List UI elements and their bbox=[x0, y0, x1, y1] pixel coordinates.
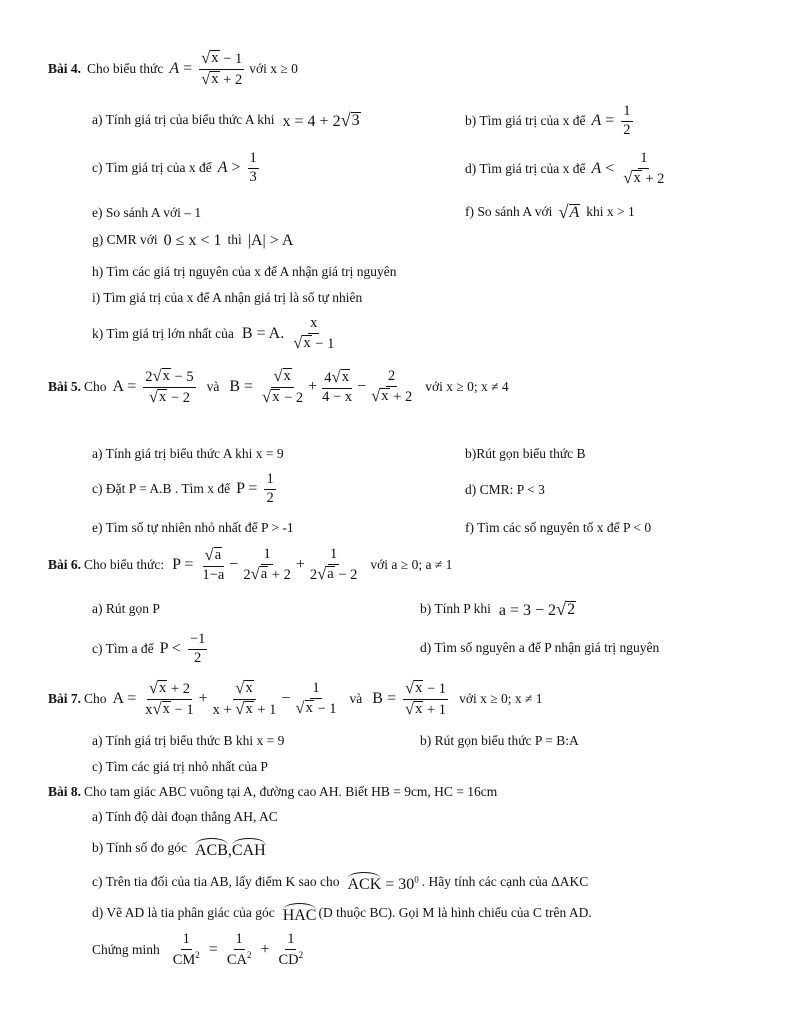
bai4-c-expr: A > $\frac{1}{3}$ bbox=[217, 150, 257, 185]
bai6-c-expr: P < $\frac{-1}{2}$ bbox=[159, 631, 206, 666]
bai8-c-angle: ACK = $30^0$ bbox=[347, 872, 418, 894]
bai5-c-expr: P = $\frac{1}{2}$ bbox=[236, 471, 274, 506]
bai8-b: b) Tính số đo góc ACB,CAH bbox=[92, 838, 266, 860]
bai7-a: a) Tính giá trị biểu thức B khi x = 9 bbox=[92, 733, 285, 748]
bai7-formula-B: B = √ x − 1 √ x + 1 bbox=[372, 678, 447, 718]
bai6-statement bbox=[48, 547, 452, 584]
bai4-condition: với x ≥ 0 bbox=[249, 61, 298, 77]
bai8-proof: Chứng minh $\frac{1}{CM^2}$ = $\frac{1}{CA^2}$ + $\frac{1}{CD^2}$ bbox=[92, 932, 308, 969]
bai4-h: h) Tìm các giá trị nguyên của x để A nhận giá trị nguyên bbox=[92, 264, 397, 279]
bai4-f-expr: √ A bbox=[558, 202, 580, 222]
bai4-k-expr: B = A. x √ x − 1 bbox=[241, 315, 335, 352]
bai6-d: d) Tìm số nguyên a để P nhận giá trị nguyên bbox=[420, 640, 660, 655]
bai4-i: i) Tìm giá trị của x để A nhận giá trị là số tự nhiên bbox=[92, 290, 363, 305]
bai8-d-angle: HAC bbox=[283, 903, 317, 925]
bai6-label: Bài 6. bbox=[48, 557, 82, 573]
bai5-intro: Cho bbox=[84, 379, 107, 395]
bai8-proof-expr: $\frac{1}{CM^2}$ = $\frac{1}{CA^2}$ + $\frac{1}{CD^2}$ bbox=[172, 931, 304, 968]
bai5-b: b)Rút gọn biểu thức B bbox=[465, 446, 586, 461]
bai4-statement bbox=[48, 50, 298, 89]
bai4-c: c) Tìm giá trị của x để A > $\frac{1}{3}$ bbox=[92, 151, 262, 186]
bai7-b: b) Rút gọn biểu thức P = B:A bbox=[420, 733, 579, 748]
bai4-a-expr: x = 4 + 2 √ 3 bbox=[282, 110, 360, 130]
bai7-condition: với x ≥ 0; x ≠ 1 bbox=[459, 691, 543, 707]
bai8-statement bbox=[48, 785, 497, 800]
bai6-b: b) Tính P khi a = 3 − 2 √ 2 bbox=[420, 599, 576, 619]
bai7-statement: Bài 7. Cho A = √ x + 2 x √ x − 1 + √ x x + √ x + 1 − 1 √ x − 1 và B = √ x − 1 √ x + 1 với x ≥ 0; x ≠ 1 bbox=[48, 678, 543, 718]
bai5-d: d) CMR: P < 3 bbox=[465, 482, 545, 497]
bai6-formula-P: P = √ a 1−a − 1 2 √ a + 2 + 1 2 √ a − 2 bbox=[172, 545, 358, 583]
bai5-statement: Bài 5. Cho A = 2 √ x − 5 √ x − 2 và B = √ x √ x − 2 + 4 √ x 4 − x − 2 √ x + 2 với x ≥ 0; x ≠ 4 bbox=[48, 366, 509, 406]
bai5-formula-A: A = 2 √ x − 5 √ x − 2 bbox=[112, 366, 194, 406]
bai6-a: a) Rút gọn P bbox=[92, 601, 160, 616]
bai4-d-expr: A < 1 √ x + 2 bbox=[591, 150, 665, 187]
bai7-formula-A: A = √ x + 2 x √ x − 1 + √ x x + √ x + 1 − 1 √ x − 1 bbox=[112, 678, 337, 718]
bai7-c: c) Tìm các giá trị nhỏ nhất của P bbox=[92, 759, 268, 774]
bai6-b-expr: a = 3 − 2 √ 2 bbox=[498, 599, 576, 619]
bai8-a: a) Tính độ dài đoạn thẳng AH, AC bbox=[92, 809, 278, 824]
bai4-k: k) Tìm giá trị lớn nhất của B = A. x √ x − 1 bbox=[92, 316, 339, 353]
bai8-d: d) Vẽ AD là tia phân giác của góc HAC (D thuộc BC). Gọi M là hình chiếu của C trên AD. bbox=[92, 903, 592, 925]
bai6-c: c) Tìm a để P < $\frac{-1}{2}$ bbox=[92, 632, 210, 667]
bai8-label: Bài 8. bbox=[48, 784, 82, 799]
bai8-c: c) Trên tia đối của tia AB, lấy điểm K sao cho ACK = $30^0$ . Hãy tính các cạnh của ΔAKC bbox=[92, 872, 588, 894]
bai8-b-angles: ACB,CAH bbox=[195, 838, 266, 860]
bai6-condition: với a ≥ 0; a ≠ 1 bbox=[370, 557, 453, 573]
bai4-g: g) CMR với 0 ≤ x < 1 thì |A| > A bbox=[92, 232, 294, 249]
bai4-intro: Cho biểu thức bbox=[87, 61, 164, 77]
bai7-label: Bài 7. bbox=[48, 691, 82, 707]
bai4-d: d) Tìm giá trị của x để A < 1 √ x + 2 bbox=[465, 151, 669, 188]
bai5-condition: với x ≥ 0; x ≠ 4 bbox=[425, 379, 509, 395]
bai8-intro: Cho tam giác ABC vuông tại A, đường cao AH. Biết HB = 9cm, HC = 16cm bbox=[84, 784, 498, 799]
bai4-e: e) So sánh A với – 1 bbox=[92, 205, 202, 220]
bai4-formula-A: A = √ x − 1 √ x + 2 bbox=[169, 48, 243, 88]
bai6-intro: Cho biểu thức: bbox=[84, 557, 165, 573]
bai5-formula-B: B = √ x √ x − 2 + 4 √ x 4 − x − 2 √ x + 2 bbox=[229, 366, 413, 406]
bai5-e: e) Tìm số tự nhiên nhỏ nhất để P > -1 bbox=[92, 520, 294, 535]
bai5-f: f) Tìm các số nguyên tố x để P < 0 bbox=[465, 520, 652, 535]
bai7-intro: Cho bbox=[84, 691, 107, 707]
bai4-f: f) So sánh A với √ A khi x > 1 bbox=[465, 202, 635, 222]
bai4-b: b) Tìm giá trị của x để A = $\frac{1}{2}$ bbox=[465, 104, 636, 139]
bai5-label: Bài 5. bbox=[48, 379, 82, 395]
bai5-c: c) Đặt P = A.B . Tìm x để P = $\frac{1}{2}$ bbox=[92, 472, 279, 507]
bai4-a: a) Tính giá trị của biểu thức A khi x = 4 + 2 √ 3 bbox=[92, 110, 360, 130]
bai4-label: Bài 4. bbox=[48, 61, 82, 77]
bai4-b-expr: A = $\frac{1}{2}$ bbox=[591, 103, 631, 138]
bai5-a: a) Tính giá trị biểu thức A khi x = 9 bbox=[92, 446, 284, 461]
